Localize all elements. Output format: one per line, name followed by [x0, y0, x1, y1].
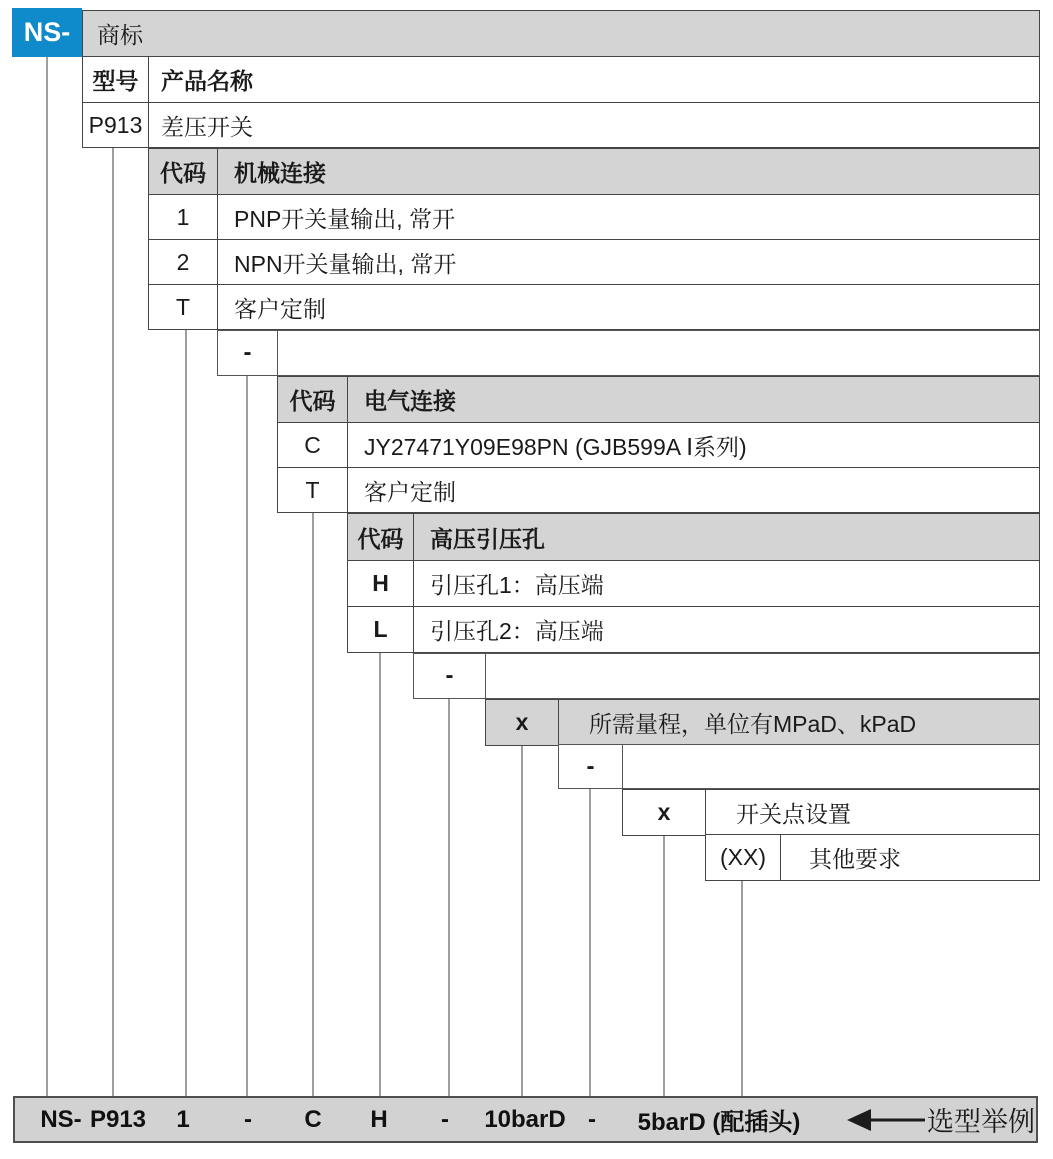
model-header-code: 型号	[83, 57, 149, 102]
separator-fill	[623, 745, 1039, 788]
table-row	[278, 467, 1039, 512]
range-row	[485, 699, 1040, 746]
connector-line	[246, 375, 248, 1096]
connector-line	[741, 879, 743, 1096]
switch-point-code: x	[623, 790, 706, 835]
connector-line	[112, 147, 114, 1096]
connector-line	[521, 744, 523, 1096]
example-part: -	[244, 1105, 252, 1133]
model-header-name: 产品名称	[161, 68, 253, 94]
mechanical-table	[148, 148, 1040, 330]
electrical-header-name: 电气连接	[364, 388, 456, 414]
separator-dash: -	[218, 331, 278, 375]
separator-row	[413, 653, 1040, 699]
mechanical-code: 1	[149, 195, 218, 239]
example-part: 5barD (配插头)	[637, 1109, 801, 1136]
pressure-port-code: L	[348, 607, 414, 652]
model-name: 差压开关	[161, 113, 253, 140]
other-desc: 其他要求	[809, 846, 901, 872]
table-row	[149, 284, 1039, 329]
example-part: -	[441, 1105, 449, 1133]
example-part: 1	[176, 1105, 190, 1133]
model-table	[82, 56, 1040, 148]
brand-prefix-box	[12, 8, 82, 57]
pressure-port-table	[347, 513, 1040, 653]
pressure-port-header-row	[348, 514, 1039, 560]
table-row	[623, 790, 1039, 835]
arrow-line	[869, 1118, 925, 1121]
table-row	[486, 700, 1039, 745]
mechanical-header-row	[149, 149, 1039, 194]
connector-line	[663, 834, 665, 1096]
example-part: P913	[89, 1105, 147, 1133]
other-requirements-row	[705, 834, 1040, 881]
separator-dash: -	[414, 654, 486, 698]
example-code-box	[13, 1096, 1038, 1143]
example-part: 10barD	[484, 1105, 566, 1133]
range-desc: 所需量程，单位有MPaD、kPaD	[589, 711, 917, 737]
mechanical-header-name: 机械连接	[234, 160, 326, 186]
range-code: x	[486, 700, 559, 745]
example-part: H	[370, 1105, 388, 1133]
electrical-code: T	[278, 468, 348, 512]
arrow-left-icon	[847, 1109, 871, 1131]
electrical-table	[277, 376, 1040, 513]
electrical-desc: 客户定制	[364, 478, 456, 505]
example-part: -	[588, 1105, 596, 1133]
connector-line	[312, 512, 314, 1096]
table-row	[149, 239, 1039, 284]
mechanical-header-code: 代码	[149, 149, 218, 194]
table-row	[278, 422, 1039, 467]
connector-line	[46, 57, 48, 1096]
electrical-header-row	[278, 377, 1039, 422]
trademark-row	[82, 10, 1040, 57]
model-header-row	[83, 57, 1039, 102]
example-caption: 选型举例	[927, 1107, 1035, 1137]
switch-point-row	[622, 789, 1040, 836]
table-row	[706, 835, 1039, 880]
example-part: C	[304, 1105, 322, 1133]
table-row	[149, 194, 1039, 239]
other-code: (XX)	[706, 835, 781, 880]
switch-point-desc: 开关点设置	[736, 801, 851, 827]
connector-line	[185, 329, 187, 1096]
pressure-port-header-name: 高压引压孔	[430, 525, 545, 552]
mechanical-desc: PNP开关量输出, 常开	[234, 205, 456, 232]
model-code: P913	[83, 103, 149, 147]
pressure-port-desc: 引压孔2：高压端	[430, 618, 604, 644]
mechanical-desc: NPN开关量输出, 常开	[234, 250, 457, 277]
separator-row	[217, 330, 1040, 376]
electrical-desc: JY27471Y09E98PN (GJB599A Ⅰ系列)	[364, 433, 747, 460]
example-part: NS-	[40, 1105, 82, 1133]
separator-row	[558, 744, 1040, 789]
pressure-port-desc: 引压孔1：高压端	[430, 572, 604, 598]
mechanical-code: 2	[149, 240, 218, 284]
electrical-code: C	[278, 423, 348, 467]
connector-line	[379, 652, 381, 1096]
trademark-label: 商标	[97, 22, 143, 48]
table-row	[348, 560, 1039, 606]
mechanical-code: T	[149, 285, 218, 329]
mechanical-desc: 客户定制	[234, 295, 326, 322]
model-row	[83, 102, 1039, 147]
pressure-port-code: H	[348, 561, 414, 606]
separator-fill	[486, 654, 1039, 698]
electrical-header-code: 代码	[278, 377, 348, 422]
connector-line	[589, 789, 591, 1096]
connector-line	[448, 698, 450, 1096]
table-row	[348, 606, 1039, 652]
separator-dash: -	[559, 745, 623, 788]
brand-prefix-label: NS-	[23, 17, 71, 47]
separator-fill	[278, 331, 1039, 375]
pressure-port-header-code: 代码	[348, 514, 414, 560]
